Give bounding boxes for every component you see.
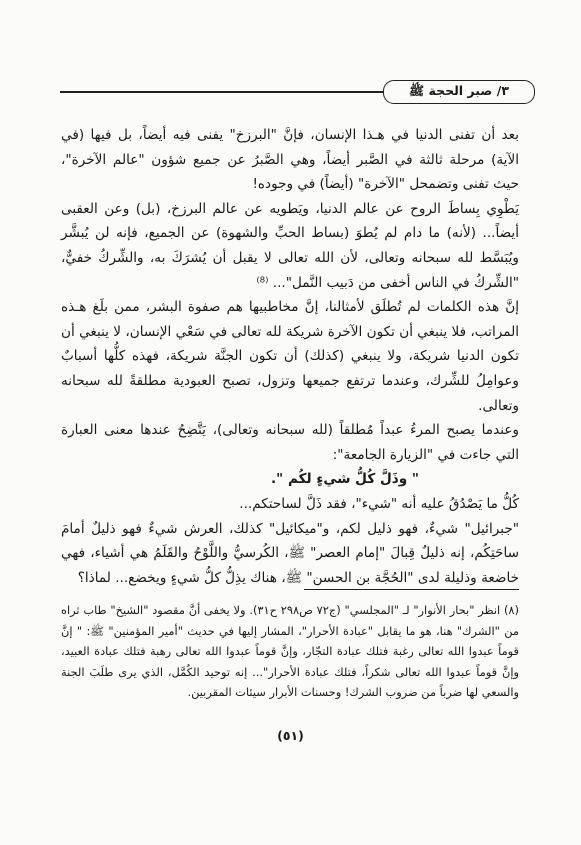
paragraph-4: وعندما يصبح المرءُ عبداً مُطلقاً (لله سبحانه وتعالى)، يَتَّضِحُ عندها معنى العبارة التي جاءت في "الزيارة الجامعة": [61, 422, 519, 463]
paragraph-5: كُلُّ ما يَصْدُقُ عليه أنه "شيء"، فقد ذَلَّ لساحتكم... [239, 495, 519, 512]
footnote-separator [304, 589, 519, 590]
paragraph-6: "جبرائيل" شيءٌ، فهو ذليل لكم، و"ميكائيل" كذلك، العرش شيءٌ فهو ذليلٌ أمامَ ساحَتِكُم، إنه ذليلٌ قِبالَ "إمام العصر" ﷺ، الكُرسيُّ واللَّوْحُ والقَلَمُ هي أشياء، فهي خاضعة وذليلة لدى "الحُجَّة بن الحسن" ﷺ، هناك يذِلُّ كلُّ شيءٍ ويخضع... لماذا؟ [61, 520, 519, 586]
quotation: " وذَلَّ كُلُّ شيءٍ لكُم ". [271, 471, 419, 488]
paragraph-3: إنَّ هذه الكلمات لم تُطلَق لأمثالنا، إنَّ مخاطبيها هم صفوة البشر، ممن بلَغ هـذه المراتب، فلا ينبغي أن تكون الآخرة شريكة لله تعالى في سَعْي الإنسان، لا ينبغي أن تكون الدنيا شريكة، ولا ينبغي (كذلك) أن تكون الجنَّة شريكة، فهذه كلُّها أسبابٌ وعوامِلُ للشِّرك، وعندما ترتفع جميعها وتزول، تصبح العبودية مطلقةً لله سبحانه وتعالى. [61, 299, 519, 414]
paragraph-2: يَطْوِي بِساطَ الروح عن عالم الدنيا، ويَطويه عن عالم البرزخ، (بل) وعن العقبى أيضاً... (لأنه) ما دام لم يُطوَ (بساط الحبِّ والشهوة) عن الجميع، فإنه لن يُبشَّر ويُبَسَّط لله سبحانه وتعالى، لأن الله تعالى لا يقبل أن يُشرَكَ به، والشِّركُ خفيٌّ، "الشِّركُ في الناس أخفى من دَبيب النَّمل"... ⁽⁸⁾ [61, 200, 519, 291]
page-number: (٥١) [277, 728, 304, 743]
paragraph-1: بعد أن تفنى الدنيا في هـذا الإنسان، فإنَّ "البرزخ" يفنى فيه أيضاً، بل فيها (في الآية) مرحلة ثالثة في الصَّبر أيضاً، وهي الصَّبرُ عن جميع شؤون "عالم الآخرة"، حيث تفنى وتضمحل "الآخرة" (أيضاً) في وجوده! [61, 127, 519, 193]
body-text [61, 123, 519, 590]
running-header [383, 80, 535, 104]
footnote-8: (٨) انظر "بحار الأنوار" لـ "المجلسي" (ج٧٢ ص٢٩٨ ح٣١). ولا يخفى أنَّ مقصود "الشيخ" طاب ثراه من "الشرك" هنا، هو ما يقابل "عبادة الأحرار"، المشار إليها في حديث "أمير المؤمنين" ﷺ: " إنَّ قوماً عبدوا الله تعالى رغبة فتلك عبادة التجّار، وإنَّ قوماً عبدوا الله تعالى رهبة فتلك عبادة العبيد، وإنَّ قوماً عبدوا الله تعالى شكراً، فتلك عبادة الأحرار"... إنه توحيد الكُمَّل، الذي يرى طلَبَ الجنة والسعي لها ضرباً من ضروب الشرك! وحسنات الأبرار سيئات المقربين. [61, 603, 519, 700]
footnotes [61, 600, 519, 703]
running-title: ٣/ صبر الحجة ﷺ [409, 82, 509, 98]
